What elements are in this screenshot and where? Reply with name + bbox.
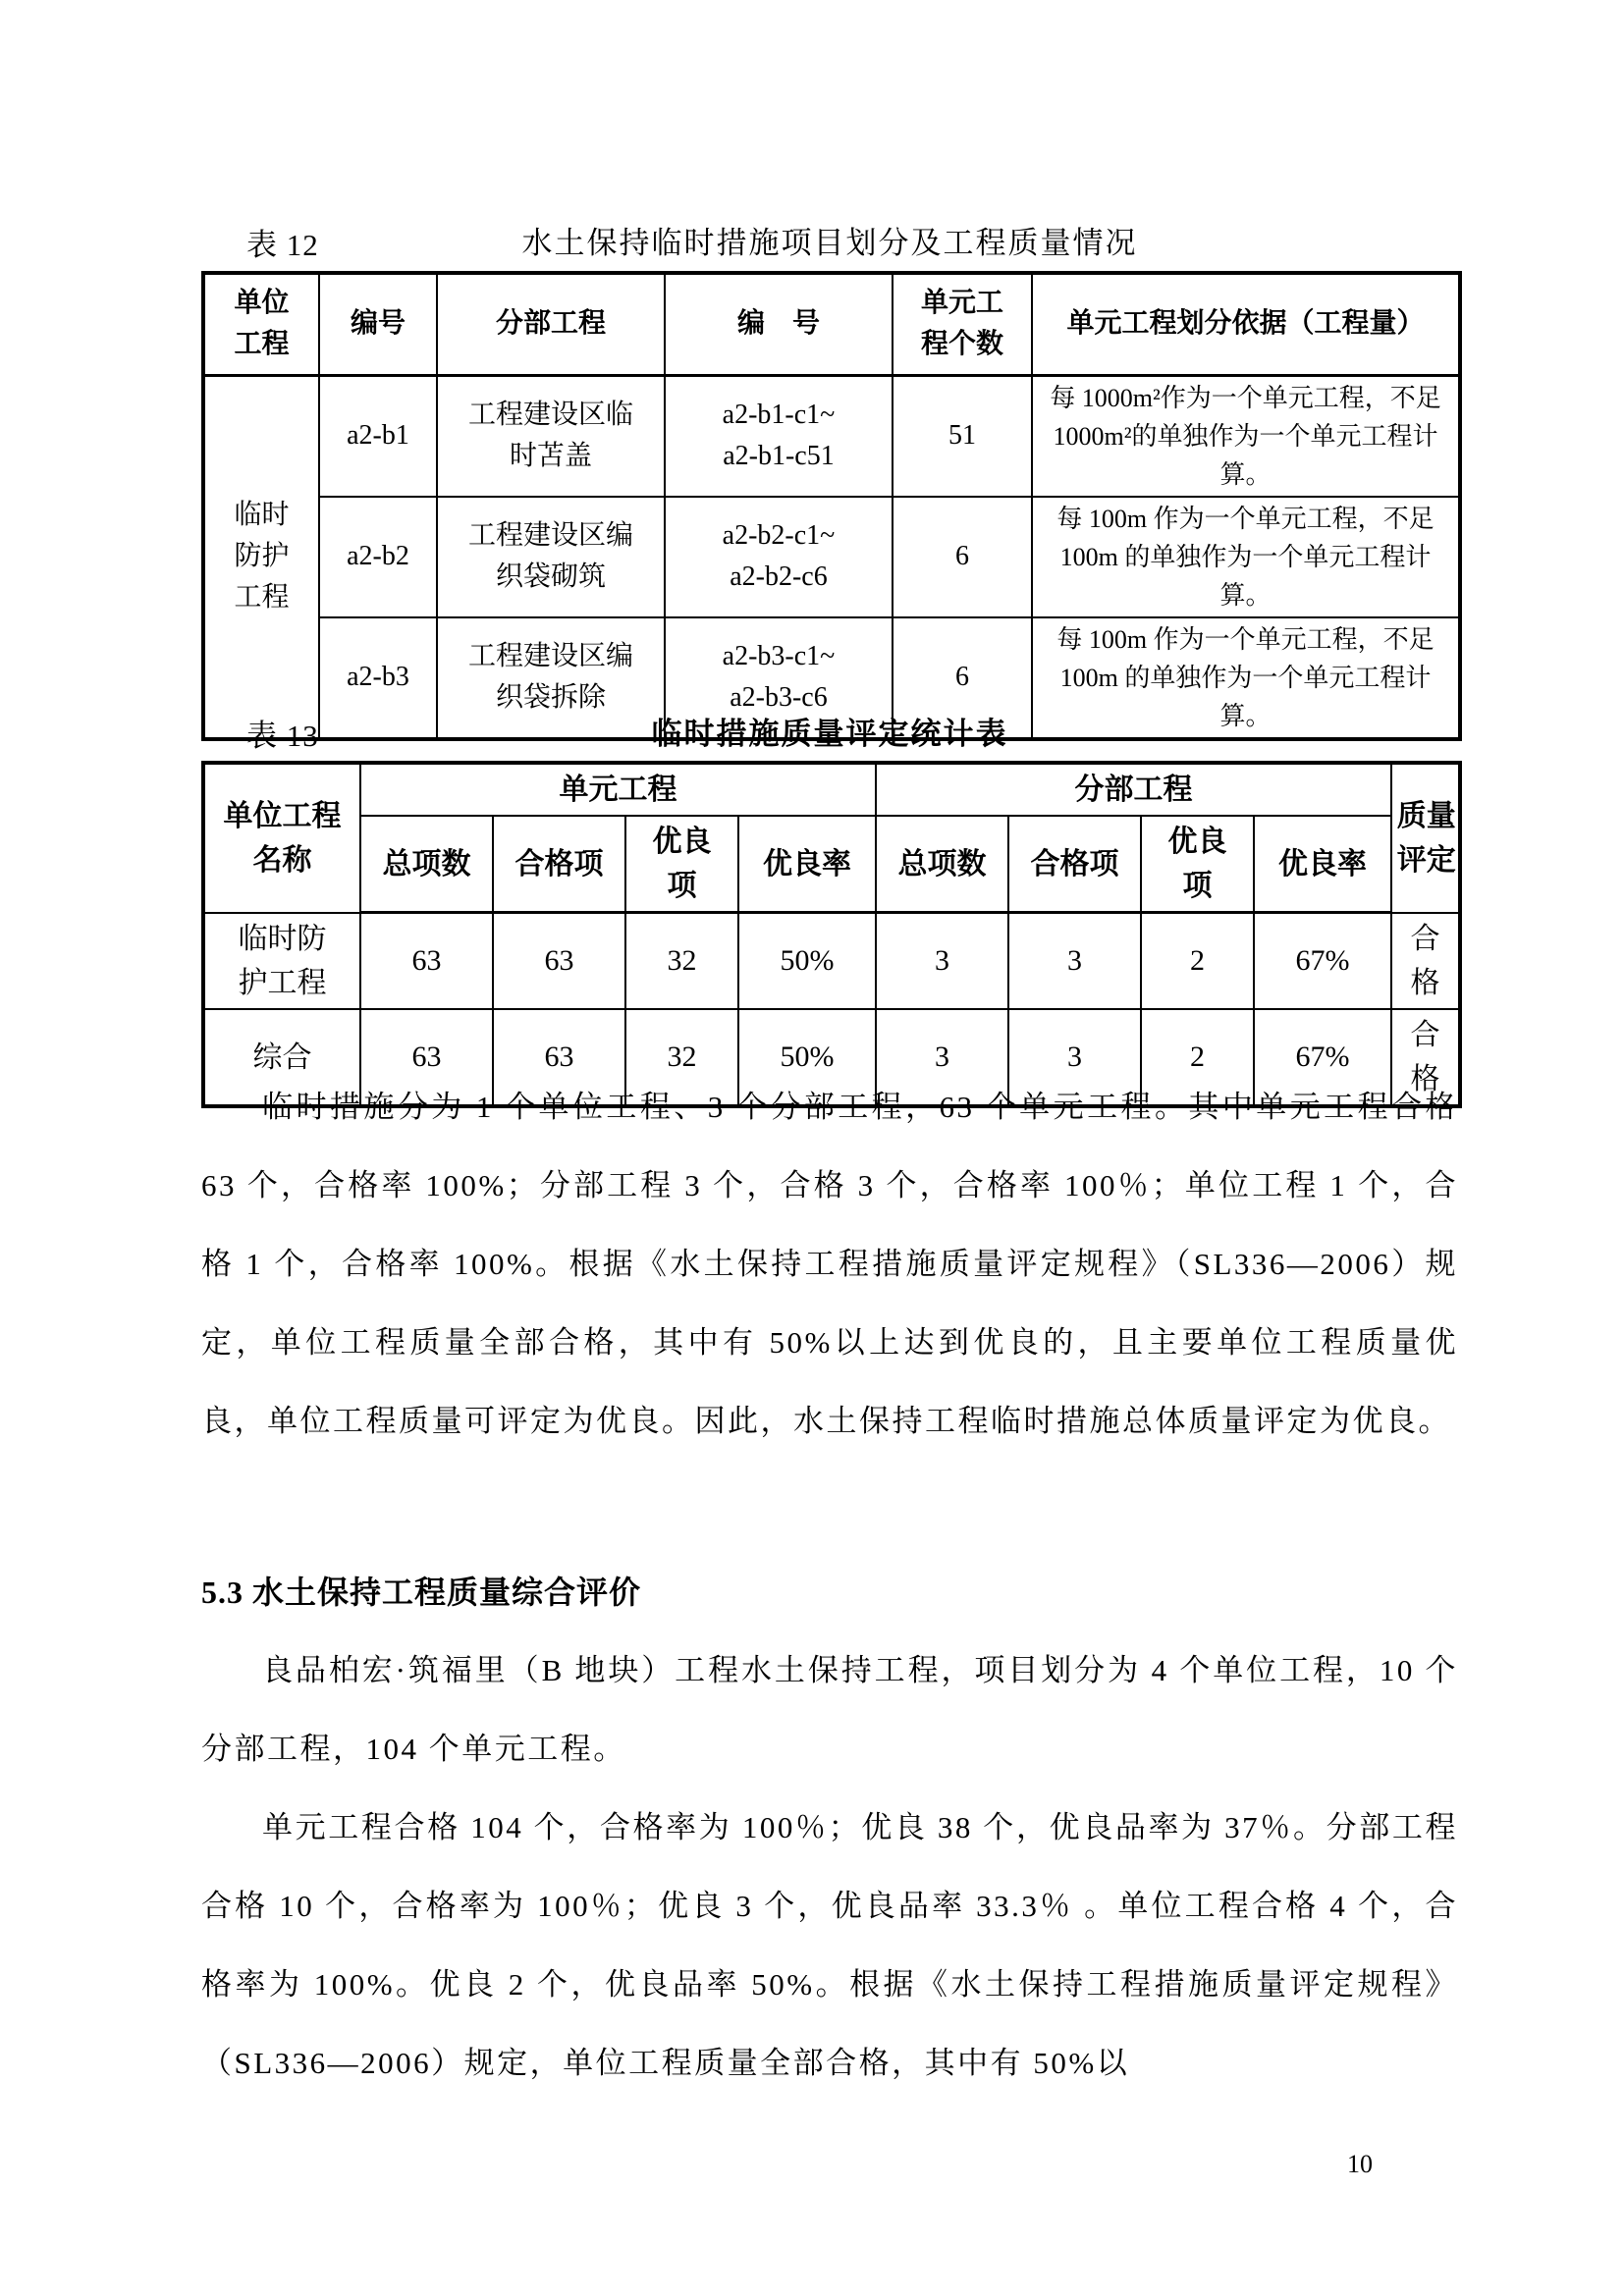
paragraph-summary-temporary-measures: 临时措施分为 1 个单位工程、3 个分部工程，63 个单元工程。其中单元工程合格 63 个，合格率 100%；分部工程 3 个，合格 3 个，合格率 100％；单位工程 1 个，合格 1 个，合格率 100%。根据《水土保持工程措施质量评定规程》（SL336—2006）规定，单位工程质量全部合格，其中有 50%以上达到优良的，且主要单位工程质量优良，单位工程质量可评定为优良。因此，水土保持工程临时措施总体质量评定为优良。	[201, 1090, 1458, 1438]
table13-caption	[201, 709, 1458, 764]
t13-header-unit-group: 单元工程	[360, 763, 876, 816]
t12-r2-subproject	[437, 497, 665, 617]
t12-r3-code: a2-b3	[319, 617, 437, 739]
table12-caption	[201, 218, 1458, 273]
t13-sub-div-total: 总项数	[876, 816, 1008, 913]
t13-r1-name-label: 临时防护工程	[238, 922, 327, 999]
t13-header-quality-label: 质量评定	[1396, 799, 1456, 877]
t13-r1-c2: 32	[625, 913, 738, 1009]
t13-r1-c5: 3	[1008, 913, 1141, 1009]
t13-r2-c0: 63	[360, 1009, 493, 1106]
t13-r1-quality	[1391, 913, 1460, 1009]
paragraph-project-division: 良品柏宏·筑福里（B 地块）工程水土保持工程，项目划分为 4 个单位工程，10 个分部工程，104 个单元工程。	[201, 1653, 1458, 1766]
t12-header-basis: 单元工程划分依据（工程量）	[1032, 273, 1460, 375]
t13-sub-div-pass: 合格项	[1008, 816, 1141, 913]
t12-unit-project-label: 临时防护工程	[234, 500, 290, 613]
table12-wrapper	[201, 271, 1458, 741]
t12-header-count	[893, 273, 1032, 375]
t13-r1-c4: 3	[876, 913, 1008, 1009]
t12-r3-subproject-label: 工程建设区编织袋拆除	[467, 641, 633, 713]
table-12	[201, 271, 1462, 741]
t13-r1-c3: 50%	[738, 913, 876, 1009]
t12-r1-basis: 每 1000m²作为一个单元工程，不足 1000m²的单独作为一个单元工程计算。	[1032, 375, 1460, 497]
t13-r2-c4: 3	[876, 1009, 1008, 1106]
t12-header-subproject: 分部工程	[437, 273, 665, 375]
t13-r1-c7: 67%	[1254, 913, 1391, 1009]
t12-r1-unit-code-line1: a2-b1-c1~	[722, 400, 836, 430]
table12-row-2	[203, 497, 1460, 617]
t12-r3-count: 6	[893, 617, 1032, 739]
page-number: 10	[1347, 2150, 1373, 2178]
t13-sub-unit-excellent-label: 优良项	[652, 826, 712, 902]
t12-header-unit-code: 编 号	[665, 273, 893, 375]
t13-sub-div-rate: 优良率	[1254, 816, 1391, 913]
t12-header-count-label: 单元工程个数	[920, 288, 1003, 360]
t13-sub-unit-rate: 优良率	[738, 816, 876, 913]
t12-r2-unit-code-line1: a2-b2-c1~	[722, 520, 836, 551]
t13-header-quality	[1391, 763, 1460, 913]
t13-header-division-group: 分部工程	[876, 763, 1391, 816]
table12-caption-title: 水土保持临时措施项目划分及工程质量情况	[521, 226, 1138, 260]
t13-r2-c6: 2	[1141, 1009, 1254, 1106]
table13-row-1	[203, 913, 1460, 1009]
t13-r2-c2: 32	[625, 1009, 738, 1106]
t13-r2-c7: 67%	[1254, 1009, 1391, 1106]
t12-r2-unit-code-line2: a2-b2-c6	[730, 561, 828, 592]
t13-sub-div-excellent	[1141, 816, 1254, 913]
t12-header-unit-project	[203, 273, 319, 375]
table12-header-row	[203, 273, 1460, 375]
t13-sub-unit-excellent	[625, 816, 738, 913]
t13-r1-c6: 2	[1141, 913, 1254, 1009]
t13-r2-c1: 63	[493, 1009, 625, 1106]
t12-r2-count: 6	[893, 497, 1032, 617]
t12-r3-unit-code-line1: a2-b3-c1~	[722, 641, 836, 671]
t12-r3-unit-code-line2: a2-b3-c6	[730, 682, 828, 713]
paragraph-quality-statistics: 单元工程合格 104 个，合格率为 100％；优良 38 个，优良品率为 37％。分部工程合格 10 个，合格率为 100％；优良 3 个，优良品率 33.3％ 。单位工程合格 4 个，合格率为 100%。优良 2 个，优良品率 50%。根据《水土保持工程措施质量评定规程》（SL336—2006）规定，单位工程质量全部合格，其中有 50%以	[201, 1810, 1458, 2080]
t13-r1-c1: 63	[493, 913, 625, 1009]
t12-r1-unit-codes	[665, 375, 893, 497]
t13-r1-name	[203, 913, 360, 1009]
table12-caption-label: 表 12	[246, 228, 319, 262]
t12-r1-code: a2-b1	[319, 375, 437, 497]
t13-sub-unit-total: 总项数	[360, 816, 493, 913]
table13-header-row-1	[203, 763, 1460, 816]
t12-unit-project-cell	[203, 375, 319, 739]
t13-header-name	[203, 763, 360, 913]
t12-r1-count: 51	[893, 375, 1032, 497]
table13-header-row-2	[203, 816, 1460, 913]
t13-r1-quality-label: 合格	[1410, 922, 1440, 999]
t12-r3-basis: 每 100m 作为一个单元工程，不足 100m 的单独作为一个单元工程计算。	[1032, 617, 1460, 739]
t12-header-unit-label: 单位工程	[234, 288, 290, 360]
table13-wrapper	[201, 761, 1458, 1108]
t13-r2-c3: 50%	[738, 1009, 876, 1106]
t13-sub-unit-pass: 合格项	[493, 816, 625, 913]
table12-row-1	[203, 375, 1460, 497]
t13-r2-name-label: 综合	[252, 1041, 312, 1075]
t12-r2-basis: 每 100m 作为一个单元工程，不足 100m 的单独作为一个单元工程计算。	[1032, 497, 1460, 617]
t13-r1-c0: 63	[360, 913, 493, 1009]
t13-header-name-label: 单位工程名称	[223, 799, 342, 877]
table13-caption-title: 临时措施质量评定统计表	[651, 717, 1008, 751]
t13-sub-div-excellent-label: 优良项	[1167, 826, 1227, 902]
section-heading-5-3: 5.3 水土保持工程质量综合评价	[201, 1575, 642, 1610]
t12-r2-subproject-label: 工程建设区编织袋砌筑	[467, 520, 633, 592]
t13-r2-c5: 3	[1008, 1009, 1141, 1106]
table-13	[201, 761, 1462, 1108]
t12-r1-subproject	[437, 375, 665, 497]
t12-r1-subproject-label: 工程建设区临时苫盖	[467, 400, 633, 471]
t12-header-code: 编号	[319, 273, 437, 375]
t12-r1-unit-code-line2: a2-b1-c51	[723, 441, 835, 471]
t12-r2-code: a2-b2	[319, 497, 437, 617]
t12-r2-unit-codes	[665, 497, 893, 617]
t13-r2-quality-label: 合格	[1410, 1018, 1440, 1095]
table13-caption-label: 表 13	[246, 719, 319, 753]
